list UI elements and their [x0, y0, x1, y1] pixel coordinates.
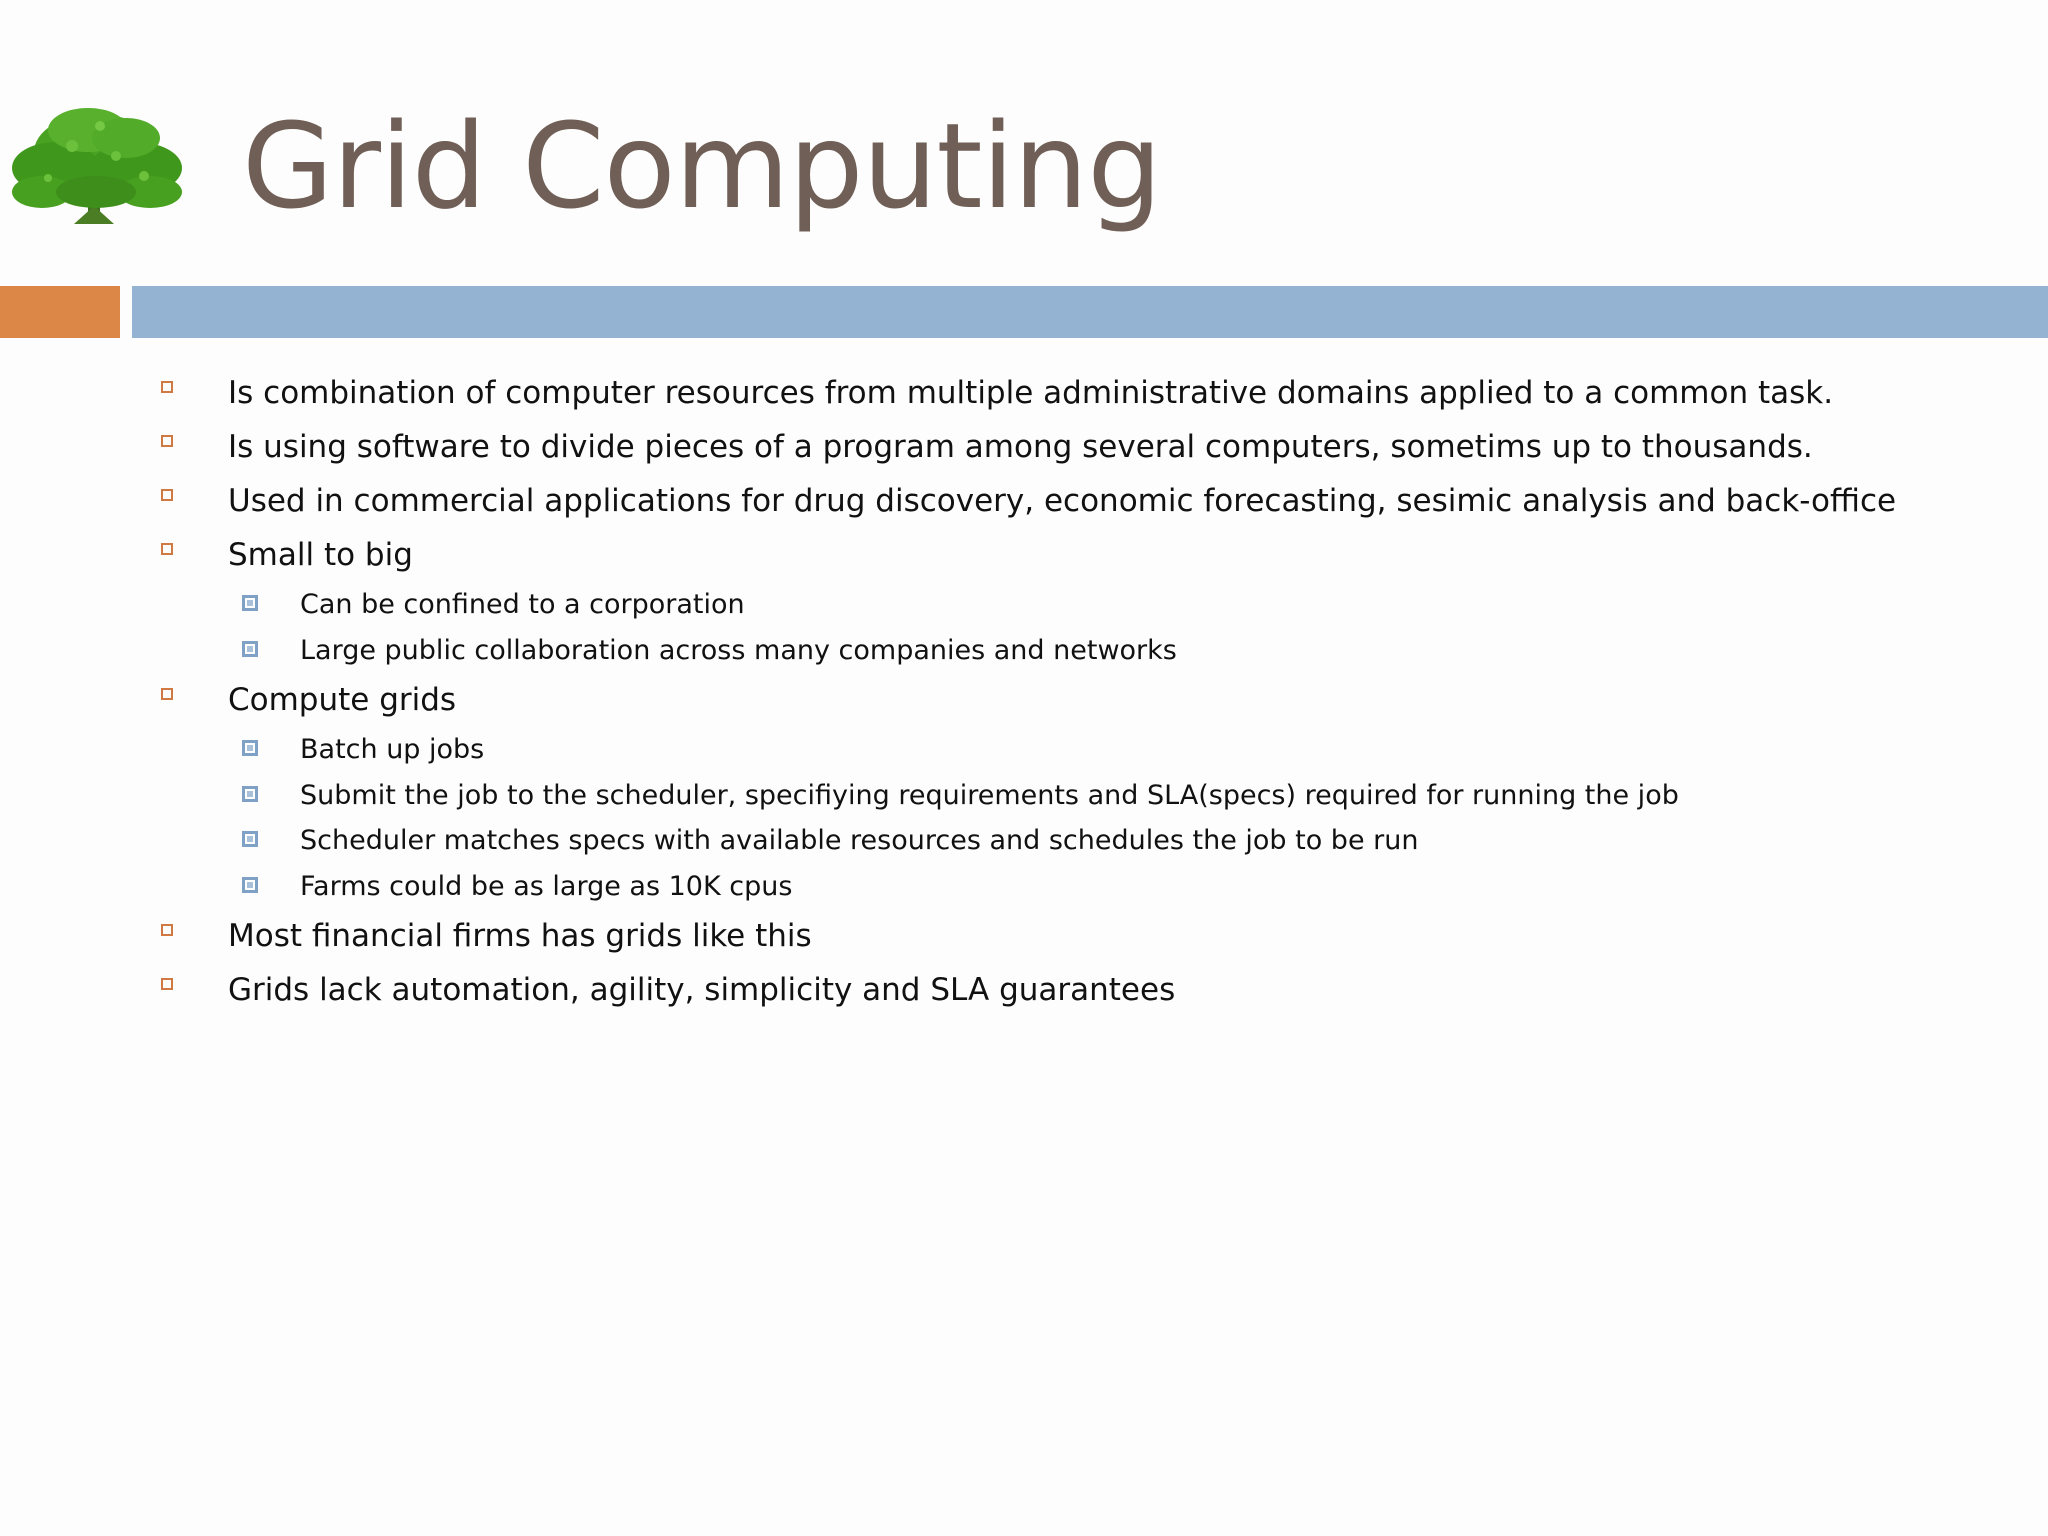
square-sub-bullet-icon: [242, 595, 258, 611]
square-sub-bullet-icon: [242, 877, 258, 893]
slide-title: Grid Computing: [242, 97, 1162, 235]
bullet-item: [0, 673, 2048, 727]
square-bullet-icon: [161, 924, 173, 936]
bullet-text: Small to big: [228, 537, 413, 573]
bullet-text: Most financial firms has grids like this: [228, 918, 812, 954]
sub-bullet-item: [0, 628, 2048, 674]
bullet-text: Used in commercial applications for drug discovery, economic forecasting, sesimic analysis and back-office: [228, 483, 1897, 519]
sub-bullet-text: Can be confined to a corporation: [300, 589, 745, 620]
sub-bullet-text: Batch up jobs: [300, 734, 485, 765]
accent-bar-orange: [0, 286, 120, 338]
sub-bullet-text: Large public collaboration across many companies and networks: [300, 634, 1177, 666]
bullet-list: [0, 366, 2048, 1017]
sub-bullet-item: [0, 773, 2048, 819]
bullet-item: [0, 366, 2048, 420]
square-bullet-icon: [161, 435, 173, 447]
square-sub-bullet-icon: [242, 786, 258, 802]
bullet-text: Compute grids: [228, 682, 457, 718]
bullet-item: [0, 963, 2048, 1017]
bullet-item: [0, 528, 2048, 582]
square-bullet-icon: [161, 489, 173, 501]
sub-bullet-item: [0, 727, 2048, 773]
accent-bar-blue: [132, 286, 2048, 338]
bullet-text: Is using software to divide pieces of a program among several computers, sometims up to thousands.: [228, 429, 1813, 465]
bullet-item: [0, 474, 2048, 528]
bullet-item: [0, 420, 2048, 474]
square-bullet-icon: [161, 978, 173, 990]
sub-bullet-text: Scheduler matches specs with available resources and schedules the job to be run: [300, 825, 1419, 856]
sub-bullet-text: Submit the job to the scheduler, specifiying requirements and SLA(specs) required for running the job: [300, 779, 1679, 811]
square-bullet-icon: [161, 543, 173, 555]
square-sub-bullet-icon: [242, 641, 258, 657]
square-sub-bullet-icon: [242, 740, 258, 756]
green-tree-icon: [4, 96, 186, 232]
sub-bullet-text: Farms could be as large as 10K cpus: [300, 870, 793, 902]
bullet-text: Grids lack automation, agility, simplicity and SLA guarantees: [228, 972, 1176, 1008]
sub-bullet-item: [0, 582, 2048, 628]
square-sub-bullet-icon: [242, 831, 258, 847]
sub-bullet-item: [0, 818, 2048, 864]
bullet-item: [0, 909, 2048, 963]
bullet-text: Is combination of computer resources from multiple administrative domains applied to a common task.: [228, 375, 1834, 411]
sub-bullet-item: [0, 864, 2048, 910]
square-bullet-icon: [161, 381, 173, 393]
square-bullet-icon: [161, 688, 173, 700]
